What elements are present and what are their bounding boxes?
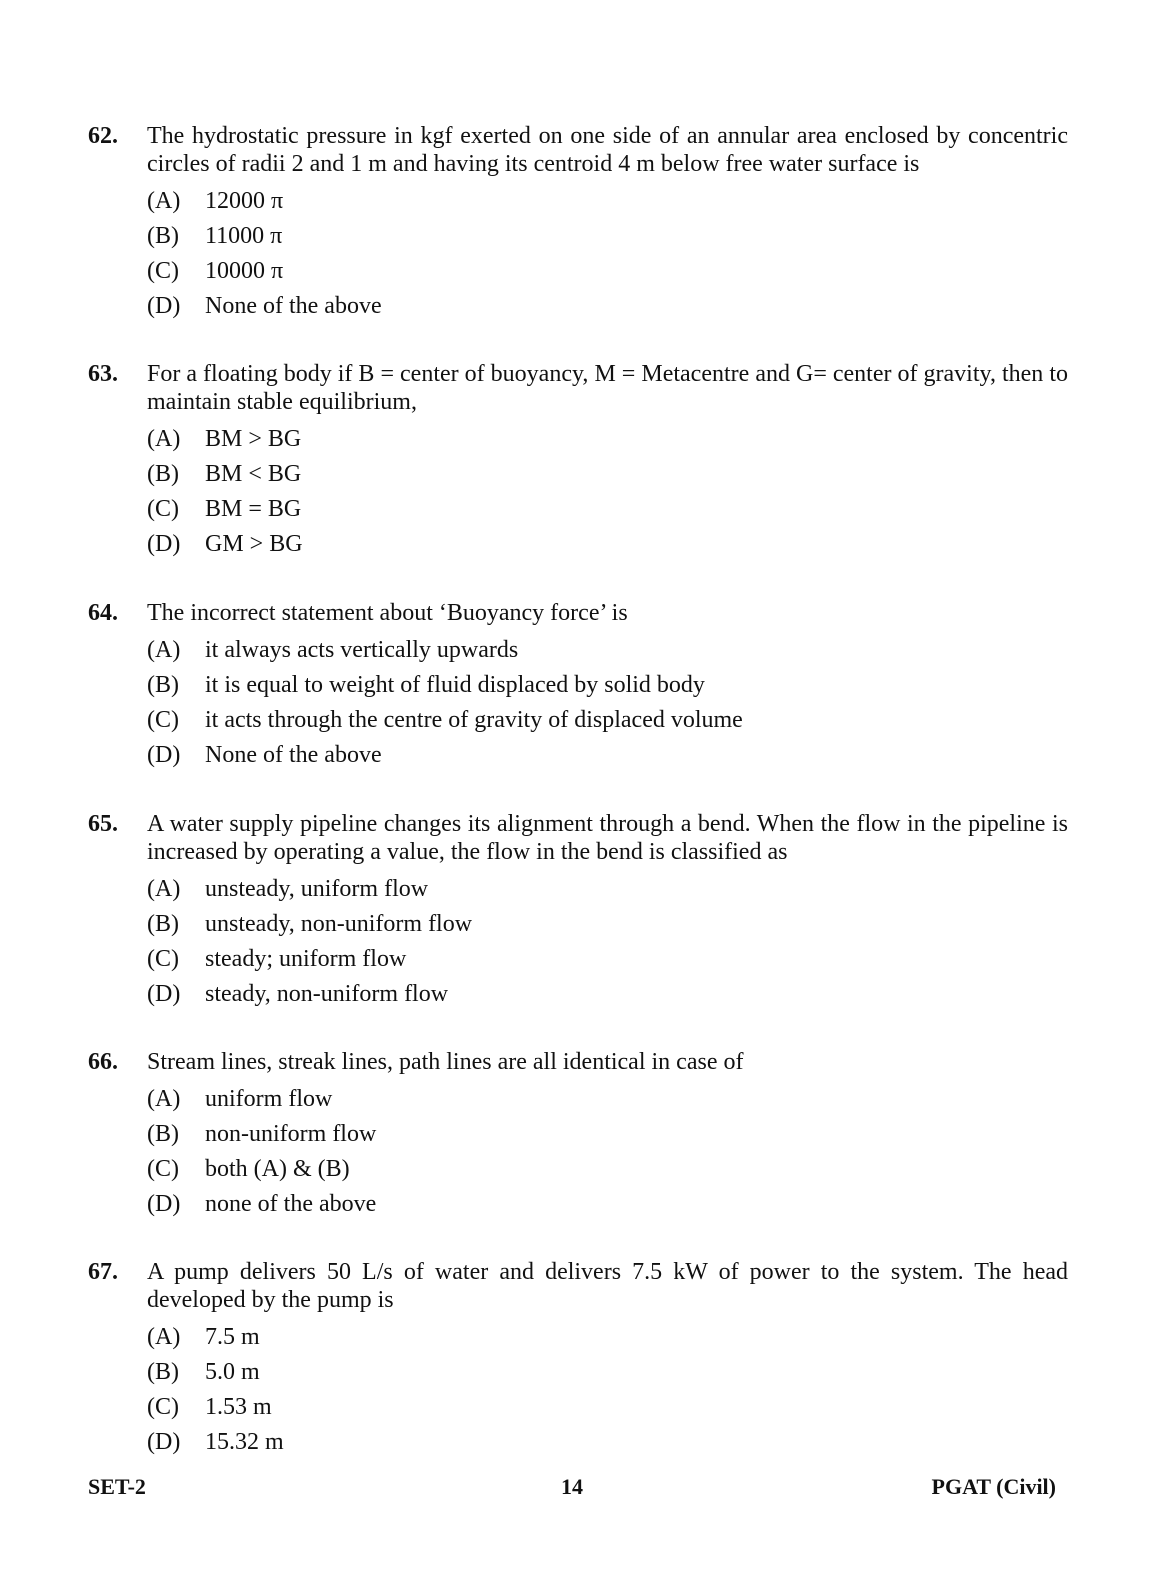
option-label: (B) [147, 1121, 179, 1147]
option-b [147, 1117, 1068, 1152]
option-label: (A) [147, 876, 181, 902]
option-text: 7.5 m [205, 1324, 260, 1350]
option-text: BM > BG [205, 426, 302, 452]
options-list [147, 633, 1068, 773]
option-label: (D) [147, 1191, 181, 1217]
option-text: 5.0 m [205, 1359, 260, 1385]
set-label: SET-2 [88, 1474, 146, 1499]
option-text: None of the above [205, 742, 382, 768]
question-number: 66. [88, 1049, 118, 1075]
option-text: both (A) & (B) [205, 1156, 350, 1182]
option-label: (A) [147, 637, 181, 663]
question-text: A pump delivers 50 L/s of water and delivers 7.5 kW of power to the system. The head developed by the pump is [147, 1259, 1068, 1313]
option-text: None of the above [205, 293, 382, 319]
option-text: unsteady, uniform flow [205, 876, 429, 902]
page-footer [88, 1472, 1056, 1502]
option-text: 11000 π [205, 223, 283, 249]
question-63 [88, 360, 1068, 562]
option-text: uniform flow [205, 1086, 333, 1112]
option-label: (D) [147, 742, 181, 768]
question-text: For a floating body if B = center of buoyancy, M = Metacentre and G= center of gravity, then to maintain stable equilibrium, [147, 361, 1068, 415]
option-label: (D) [147, 293, 181, 319]
option-text: it always acts vertically upwards [205, 637, 519, 663]
question-62 [88, 122, 1068, 324]
options-list [147, 184, 1068, 324]
option-a [147, 1082, 1068, 1117]
option-c [147, 942, 1068, 977]
option-text: steady, non-uniform flow [205, 981, 449, 1007]
option-label: (C) [147, 258, 179, 284]
option-label: (B) [147, 672, 179, 698]
option-b [147, 668, 1068, 703]
option-text: 15.32 m [205, 1429, 284, 1455]
option-label: (D) [147, 1429, 181, 1455]
option-a [147, 633, 1068, 668]
option-text: unsteady, non-uniform flow [205, 911, 473, 937]
option-d [147, 977, 1068, 1012]
option-text: steady; uniform flow [205, 946, 407, 972]
option-text: it is equal to weight of fluid displaced by solid body [205, 672, 705, 698]
option-d [147, 1425, 1068, 1460]
option-text: BM < BG [205, 461, 302, 487]
option-label: (C) [147, 707, 179, 733]
option-label: (C) [147, 1156, 179, 1182]
question-text: Stream lines, streak lines, path lines are all identical in case of [147, 1049, 744, 1075]
option-label: (D) [147, 981, 181, 1007]
option-label: (C) [147, 1394, 179, 1420]
question-65 [88, 810, 1068, 1012]
option-label: (A) [147, 1086, 181, 1112]
option-a [147, 1320, 1068, 1355]
option-c [147, 1152, 1068, 1187]
option-label: (C) [147, 946, 179, 972]
options-list [147, 1082, 1068, 1222]
options-list [147, 872, 1068, 1012]
option-text: BM = BG [205, 496, 302, 522]
question-64 [88, 599, 1068, 773]
option-label: (D) [147, 531, 181, 557]
question-text: The hydrostatic pressure in kgf exerted on one side of an annular area enclosed by concentric circles of radii 2 and 1 m and having its centroid 4 m below free water surface is [147, 123, 1068, 177]
option-a [147, 872, 1068, 907]
question-number: 63. [88, 361, 118, 387]
question-number: 65. [88, 811, 118, 837]
option-text: non-uniform flow [205, 1121, 377, 1147]
option-text: none of the above [205, 1191, 377, 1217]
option-b [147, 1355, 1068, 1390]
option-label: (B) [147, 1359, 179, 1385]
option-text: GM > BG [205, 531, 303, 557]
option-b [147, 457, 1068, 492]
option-text: 12000 π [205, 188, 284, 214]
option-label: (A) [147, 426, 181, 452]
question-number: 62. [88, 123, 118, 149]
option-label: (B) [147, 461, 179, 487]
option-c [147, 1390, 1068, 1425]
option-d [147, 289, 1068, 324]
question-number: 64. [88, 600, 118, 626]
option-b [147, 219, 1068, 254]
option-d [147, 527, 1068, 562]
option-c [147, 492, 1068, 527]
option-b [147, 907, 1068, 942]
option-label: (B) [147, 911, 179, 937]
question-66 [88, 1048, 1068, 1222]
question-text: The incorrect statement about ‘Buoyancy force’ is [147, 600, 628, 626]
option-a [147, 184, 1068, 219]
option-d [147, 1187, 1068, 1222]
question-67 [88, 1258, 1068, 1460]
option-label: (A) [147, 188, 181, 214]
option-text: 1.53 m [205, 1394, 272, 1420]
options-list [147, 422, 1068, 562]
question-number: 67. [88, 1259, 118, 1285]
option-c [147, 703, 1068, 738]
options-list [147, 1320, 1068, 1460]
page-number: 14 [561, 1474, 583, 1499]
option-a [147, 422, 1068, 457]
option-label: (C) [147, 496, 179, 522]
option-label: (B) [147, 223, 179, 249]
exam-title: PGAT (Civil) [931, 1474, 1056, 1499]
option-label: (A) [147, 1324, 181, 1350]
question-text: A water supply pipeline changes its alignment through a bend. When the flow in the pipeline is increased by operating a value, the flow in the bend is classified as [147, 811, 1068, 865]
option-d [147, 738, 1068, 773]
option-text: it acts through the centre of gravity of displaced volume [205, 707, 743, 733]
option-text: 10000 π [205, 258, 284, 284]
option-c [147, 254, 1068, 289]
